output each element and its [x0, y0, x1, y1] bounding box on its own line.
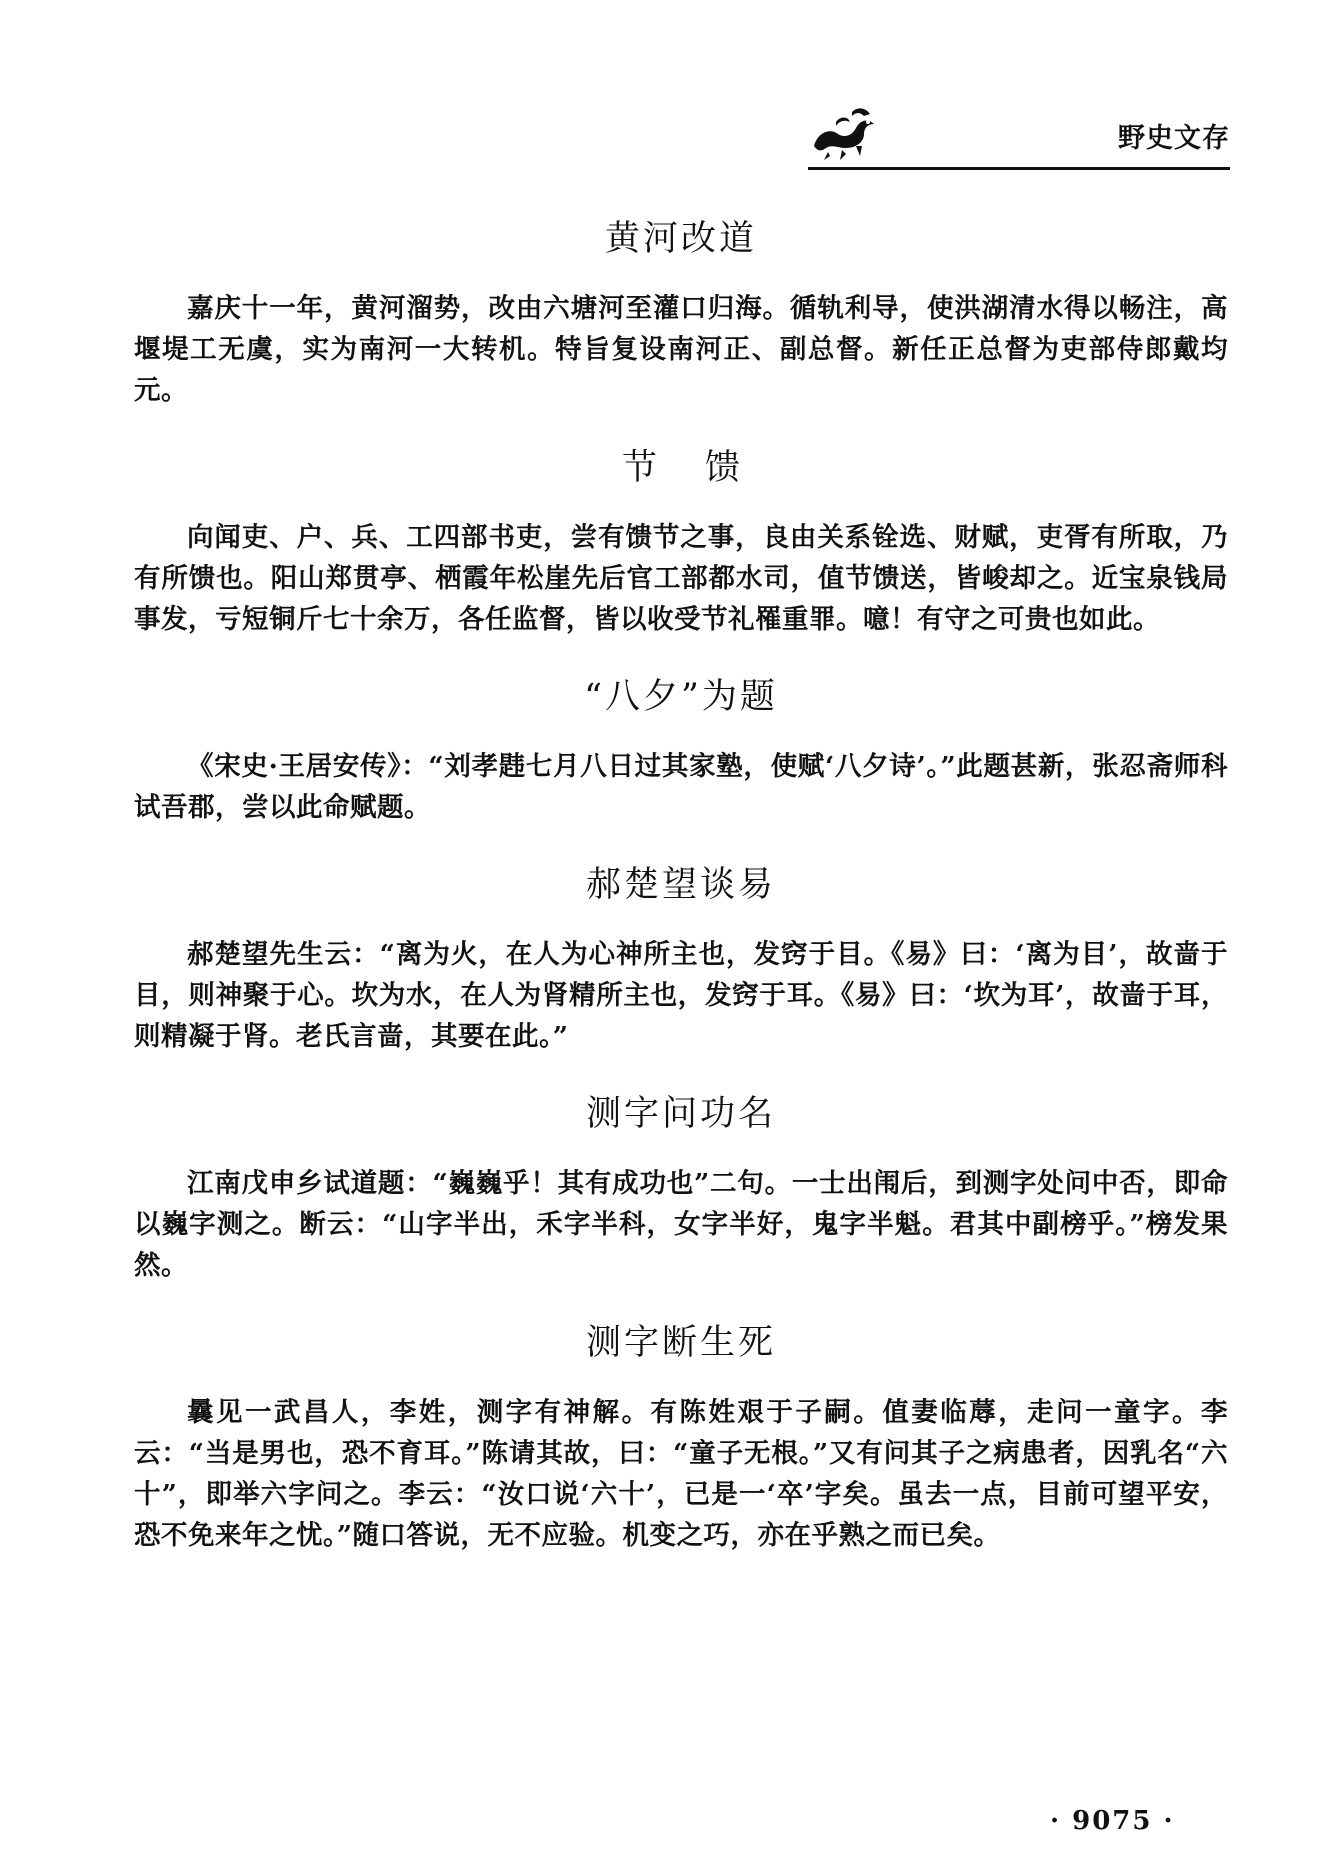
- header-divider: [808, 167, 1230, 170]
- section-title: 黄河改道: [604, 219, 757, 259]
- running-header: [808, 102, 1230, 170]
- section-title: 测字断生死: [585, 1323, 776, 1363]
- header-title: 野史文存: [1118, 123, 1230, 154]
- section-body: 嘉庆十一年，黄河溜势，改由六塘河至灌口归海。循轨利导，使洪湖清水得以畅注，高堰堤工无虞，实为南河一大转机。特旨复设南河正、副总督。新任正总督为吏部侍郎戴均元。: [134, 293, 1228, 406]
- section-title: “八夕”为题: [584, 677, 778, 717]
- section-body: 向闻吏、户、兵、工四部书吏，尝有馈节之事，良由关系铨选、财赋，吏胥有所取，乃有所馈也。阳山郑贯亭、栖霞年松崖先后官工部都水司，值节馈送，皆峻却之。近宝泉钱局事发，亏短铜斤七十余万，各任监督，皆以收受节礼罹重罪。噫！有守之可贵也如此。: [134, 522, 1228, 635]
- section-title: 测字问功名: [585, 1094, 776, 1134]
- section-title: 节馈: [621, 448, 788, 488]
- section-body: 郝楚望先生云：“离为火，在人为心神所主也，发窍于目。《易》曰：‘离为目’，故啬于目，则神聚于心。坎为水，在人为肾精所主也，发窍于耳。《易》曰：‘坎为耳’，故啬于耳，则精凝于肾。老氏言啬，其要在此。”: [134, 939, 1228, 1052]
- section-title: 郝楚望谈易: [585, 865, 776, 905]
- section-body: 《宋史·王居安传》：“刘孝韪七月八日过其家塾，使赋‘八夕诗’。”此题甚新，张忍斋师科试吾郡，尝以此命赋题。: [134, 751, 1228, 823]
- section-body: 曩见一武昌人，李姓，测字有神解。有陈姓艰于子嗣。值妻临蓐，走问一童字。李云：“当是男也，恐不育耳。”陈请其故，曰：“童子无根。”又有问其子之病患者，因乳名“六十”，即举六字问之。李云：“汝口说‘六十’，已是一‘卒’字矣。虽去一点，目前可望平安，恐不免来年之忧。”随口答说，无不应验。机变之巧，亦在乎熟之而已矣。: [134, 1397, 1228, 1551]
- page-content: [134, 208, 1228, 1556]
- section-body: 江南戊申乡试道题：“巍巍乎！其有成功也”二句。一士出闱后，到测字处问中否，即命以巍字测之。断云：“山字半出，禾字半科，女字半好，鬼字半魁。君其中副榜乎。”榜发果然。: [134, 1168, 1228, 1281]
- dragon-emblem-icon: [808, 102, 880, 164]
- page-number: · 9075 ·: [1050, 1806, 1175, 1836]
